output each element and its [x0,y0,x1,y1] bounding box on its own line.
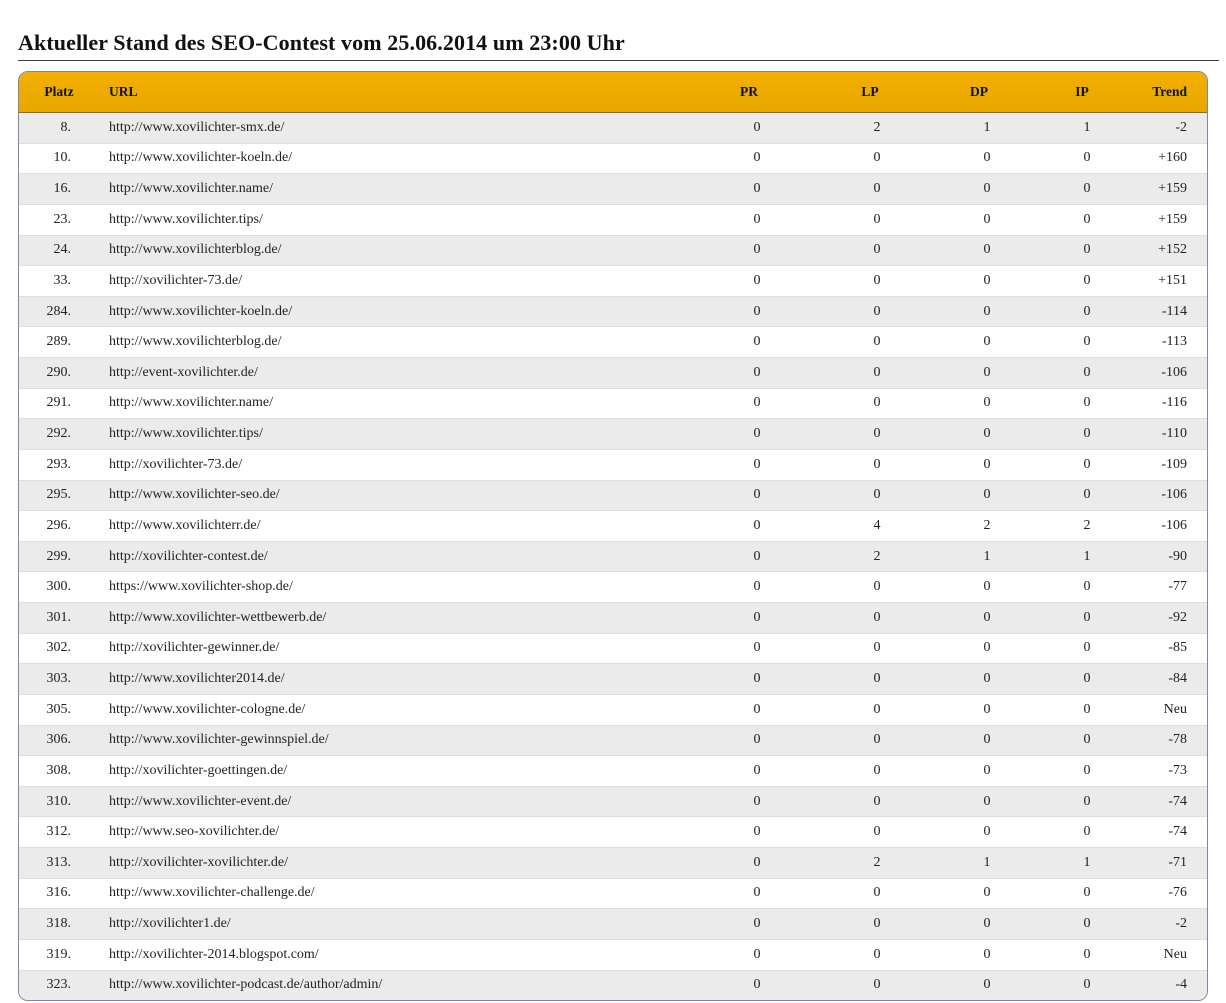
cell-dp: 0 [983,487,991,503]
cell-url: http://www.xovilichter-challenge.de/ [109,885,315,901]
cell-dp: 0 [983,671,991,687]
table-row [19,205,1207,236]
cell-url: http://www.xovilichterr.de/ [109,517,261,533]
cell-lp: 0 [873,977,881,993]
cell-trend: -85 [1168,640,1187,656]
cell-url: http://www.xovilichterblog.de/ [109,334,282,350]
table-row [19,511,1207,542]
cell-lp: 0 [873,211,881,227]
table-row [19,572,1207,603]
cell-platz: 306. [46,732,71,748]
cell-dp: 0 [983,977,991,993]
cell-trend: +159 [1158,211,1187,227]
table-header [19,72,1207,113]
cell-trend: -90 [1168,548,1187,564]
column-header-url: URL [109,84,138,99]
cell-pr: 0 [753,671,761,687]
cell-trend: -116 [1161,395,1187,411]
cell-pr: 0 [753,732,761,748]
table-row [19,787,1207,818]
cell-pr: 0 [753,181,761,197]
cell-platz: 318. [46,916,71,932]
cell-pr: 0 [753,916,761,932]
cell-lp: 2 [873,119,881,135]
cell-ip: 0 [1083,916,1091,932]
cell-url: http://xovilichter-contest.de/ [109,548,268,564]
cell-lp: 0 [873,303,881,319]
column-header-pr: PR [740,84,758,99]
table-row [19,266,1207,297]
cell-pr: 0 [753,364,761,380]
cell-trend: +159 [1158,181,1187,197]
cell-pr: 0 [753,517,761,533]
cell-platz: 296. [46,517,71,533]
cell-url: https://www.xovilichter-shop.de/ [109,579,293,595]
cell-lp: 0 [873,242,881,258]
cell-ip: 0 [1083,426,1091,442]
cell-platz: 313. [46,854,71,870]
cell-dp: 1 [983,854,991,870]
cell-trend: -106 [1161,364,1187,380]
cell-lp: 0 [873,609,881,625]
cell-platz: 305. [46,701,71,717]
cell-dp: 0 [983,793,991,809]
cell-dp: 0 [983,181,991,197]
cell-ip: 1 [1083,119,1091,135]
table-row [19,542,1207,573]
table-row [19,389,1207,420]
cell-platz: 16. [53,181,71,197]
cell-platz: 310. [46,793,71,809]
cell-dp: 0 [983,395,991,411]
cell-dp: 0 [983,762,991,778]
cell-lp: 0 [873,824,881,840]
cell-platz: 284. [46,303,71,319]
cell-platz: 23. [53,211,71,227]
cell-ip: 0 [1083,793,1091,809]
cell-trend: -106 [1161,487,1187,503]
table-row [19,297,1207,328]
cell-trend: -110 [1161,426,1187,442]
cell-ip: 0 [1083,885,1091,901]
cell-dp: 0 [983,211,991,227]
cell-ip: 0 [1083,272,1091,288]
cell-lp: 0 [873,364,881,380]
cell-lp: 0 [873,762,881,778]
cell-url: http://www.xovilichter.name/ [109,395,273,411]
cell-pr: 0 [753,487,761,503]
cell-ip: 0 [1083,824,1091,840]
cell-url: http://xovilichter-73.de/ [109,456,243,472]
table-row [19,909,1207,940]
cell-lp: 2 [873,548,881,564]
cell-lp: 0 [873,150,881,166]
cell-url: http://www.xovilichterblog.de/ [109,242,282,258]
cell-url: http://xovilichter-goettingen.de/ [109,762,288,778]
cell-dp: 0 [983,885,991,901]
cell-url: http://xovilichter-73.de/ [109,272,243,288]
cell-pr: 0 [753,456,761,472]
cell-platz: 302. [46,640,71,656]
cell-lp: 0 [873,395,881,411]
cell-pr: 0 [753,640,761,656]
cell-lp: 0 [873,671,881,687]
cell-ip: 1 [1083,548,1091,564]
cell-dp: 0 [983,916,991,932]
cell-pr: 0 [753,854,761,870]
cell-trend: -74 [1168,793,1187,809]
cell-ip: 1 [1083,854,1091,870]
cell-ip: 0 [1083,334,1091,350]
cell-trend: +152 [1158,242,1187,258]
cell-trend: +151 [1158,272,1187,288]
cell-dp: 0 [983,732,991,748]
cell-dp: 2 [983,517,991,533]
cell-pr: 0 [753,946,761,962]
cell-platz: 316. [46,885,71,901]
cell-url: http://www.seo-xovilichter.de/ [109,824,280,840]
table-row [19,358,1207,389]
cell-platz: 303. [46,671,71,687]
cell-platz: 33. [53,272,71,288]
cell-dp: 0 [983,303,991,319]
cell-url: http://xovilichter-gewinner.de/ [109,640,280,656]
cell-ip: 0 [1083,303,1091,319]
cell-dp: 0 [983,426,991,442]
cell-url: http://www.xovilichter-koeln.de/ [109,303,293,319]
cell-url: http://xovilichter-xovilichter.de/ [109,854,288,870]
table-row [19,817,1207,848]
cell-platz: 319. [46,946,71,962]
cell-pr: 0 [753,701,761,717]
cell-pr: 0 [753,793,761,809]
cell-ip: 0 [1083,395,1091,411]
cell-platz: 293. [46,456,71,472]
table-row [19,664,1207,695]
cell-trend: Neu [1163,701,1187,717]
cell-platz: 301. [46,609,71,625]
table-row [19,879,1207,910]
table-row [19,419,1207,450]
table-row [19,236,1207,267]
cell-ip: 0 [1083,609,1091,625]
table-row [19,174,1207,205]
cell-url: http://www.xovilichter2014.de/ [109,671,285,687]
cell-platz: 24. [53,242,71,258]
cell-trend: -78 [1168,732,1187,748]
cell-platz: 299. [46,548,71,564]
cell-platz: 10. [53,150,71,166]
cell-lp: 0 [873,334,881,350]
cell-trend: -2 [1175,916,1187,932]
cell-lp: 4 [873,517,881,533]
cell-platz: 290. [46,364,71,380]
cell-lp: 2 [873,854,881,870]
cell-trend: -74 [1168,824,1187,840]
cell-lp: 0 [873,916,881,932]
cell-platz: 323. [46,977,71,993]
cell-pr: 0 [753,272,761,288]
cell-dp: 1 [983,548,991,564]
cell-url: http://www.xovilichter-koeln.de/ [109,150,293,166]
cell-dp: 0 [983,701,991,717]
cell-dp: 0 [983,272,991,288]
cell-trend: -92 [1168,609,1187,625]
cell-trend: Neu [1163,946,1187,962]
table-row [19,726,1207,757]
cell-ip: 2 [1083,517,1091,533]
cell-lp: 0 [873,579,881,595]
cell-trend: -109 [1161,456,1187,472]
cell-pr: 0 [753,395,761,411]
cell-pr: 0 [753,762,761,778]
column-header-lp: LP [861,84,879,99]
cell-dp: 0 [983,824,991,840]
cell-dp: 0 [983,579,991,595]
cell-trend: -71 [1168,854,1187,870]
column-header-trend: Trend [1152,84,1187,99]
table-row [19,327,1207,358]
cell-trend: -76 [1168,885,1187,901]
cell-pr: 0 [753,824,761,840]
cell-pr: 0 [753,242,761,258]
cell-url: http://www.xovilichter.tips/ [109,211,263,227]
cell-lp: 0 [873,487,881,503]
cell-trend: -114 [1161,303,1187,319]
table-row [19,971,1207,1002]
table-row [19,756,1207,787]
page-title: Aktueller Stand des SEO-Contest vom 25.06.2014 um 23:00 Uhr [18,30,625,55]
cell-pr: 0 [753,426,761,442]
cell-lp: 0 [873,946,881,962]
cell-url: http://www.xovilichter.tips/ [109,426,263,442]
column-header-dp: DP [970,84,988,99]
cell-platz: 289. [46,334,71,350]
cell-pr: 0 [753,609,761,625]
table-row [19,450,1207,481]
table-row [19,481,1207,512]
cell-pr: 0 [753,548,761,564]
cell-trend: +160 [1158,150,1187,166]
cell-trend: -77 [1168,579,1187,595]
cell-lp: 0 [873,793,881,809]
table-body [19,113,1207,1001]
cell-url: http://www.xovilichter-cologne.de/ [109,701,306,717]
cell-url: http://event-xovilichter.de/ [109,364,258,380]
title-divider [18,60,1219,61]
cell-pr: 0 [753,977,761,993]
table-row [19,848,1207,879]
cell-ip: 0 [1083,701,1091,717]
cell-pr: 0 [753,211,761,227]
table-row [19,634,1207,665]
cell-dp: 0 [983,364,991,380]
table-row [19,940,1207,971]
cell-pr: 0 [753,885,761,901]
cell-platz: 8. [60,119,71,135]
table-row [19,695,1207,726]
cell-ip: 0 [1083,946,1091,962]
cell-dp: 1 [983,119,991,135]
cell-platz: 300. [46,579,71,595]
column-header-platz: Platz [44,84,74,99]
cell-ip: 0 [1083,211,1091,227]
table-row [19,113,1207,144]
cell-lp: 0 [873,640,881,656]
cell-ip: 0 [1083,579,1091,595]
cell-lp: 0 [873,701,881,717]
cell-platz: 292. [46,426,71,442]
cell-ip: 0 [1083,150,1091,166]
cell-lp: 0 [873,181,881,197]
cell-pr: 0 [753,303,761,319]
cell-trend: -106 [1161,517,1187,533]
cell-platz: 308. [46,762,71,778]
cell-ip: 0 [1083,487,1091,503]
cell-dp: 0 [983,334,991,350]
cell-ip: 0 [1083,242,1091,258]
cell-ip: 0 [1083,640,1091,656]
cell-lp: 0 [873,426,881,442]
cell-dp: 0 [983,242,991,258]
cell-url: http://www.xovilichter-podcast.de/author/admin/ [109,977,383,993]
table-row [19,144,1207,175]
cell-ip: 0 [1083,762,1091,778]
cell-trend: -2 [1175,119,1187,135]
cell-url: http://www.xovilichter-wettbewerb.de/ [109,609,327,625]
cell-pr: 0 [753,150,761,166]
cell-dp: 0 [983,640,991,656]
cell-pr: 0 [753,579,761,595]
cell-ip: 0 [1083,364,1091,380]
cell-trend: -113 [1161,334,1187,350]
cell-trend: -73 [1168,762,1187,778]
cell-url: http://www.xovilichter-event.de/ [109,793,292,809]
cell-trend: -84 [1168,671,1187,687]
table-row [19,603,1207,634]
cell-url: http://xovilichter1.de/ [109,916,231,932]
cell-lp: 0 [873,272,881,288]
cell-ip: 0 [1083,732,1091,748]
cell-dp: 0 [983,946,991,962]
cell-lp: 0 [873,456,881,472]
column-header-ip: IP [1075,84,1089,99]
cell-platz: 291. [46,395,71,411]
cell-dp: 0 [983,150,991,166]
cell-pr: 0 [753,119,761,135]
cell-lp: 0 [873,885,881,901]
cell-ip: 0 [1083,181,1091,197]
cell-ip: 0 [1083,671,1091,687]
cell-lp: 0 [873,732,881,748]
cell-pr: 0 [753,334,761,350]
cell-url: http://www.xovilichter-seo.de/ [109,487,280,503]
cell-platz: 312. [46,824,71,840]
cell-url: http://www.xovilichter-gewinnspiel.de/ [109,732,329,748]
cell-platz: 295. [46,487,71,503]
cell-ip: 0 [1083,456,1091,472]
cell-url: http://www.xovilichter.name/ [109,181,273,197]
cell-ip: 0 [1083,977,1091,993]
cell-url: http://xovilichter-2014.blogspot.com/ [109,946,319,962]
ranking-table [18,71,1208,1001]
cell-dp: 0 [983,456,991,472]
cell-dp: 0 [983,609,991,625]
cell-url: http://www.xovilichter-smx.de/ [109,119,285,135]
cell-trend: -4 [1175,977,1187,993]
